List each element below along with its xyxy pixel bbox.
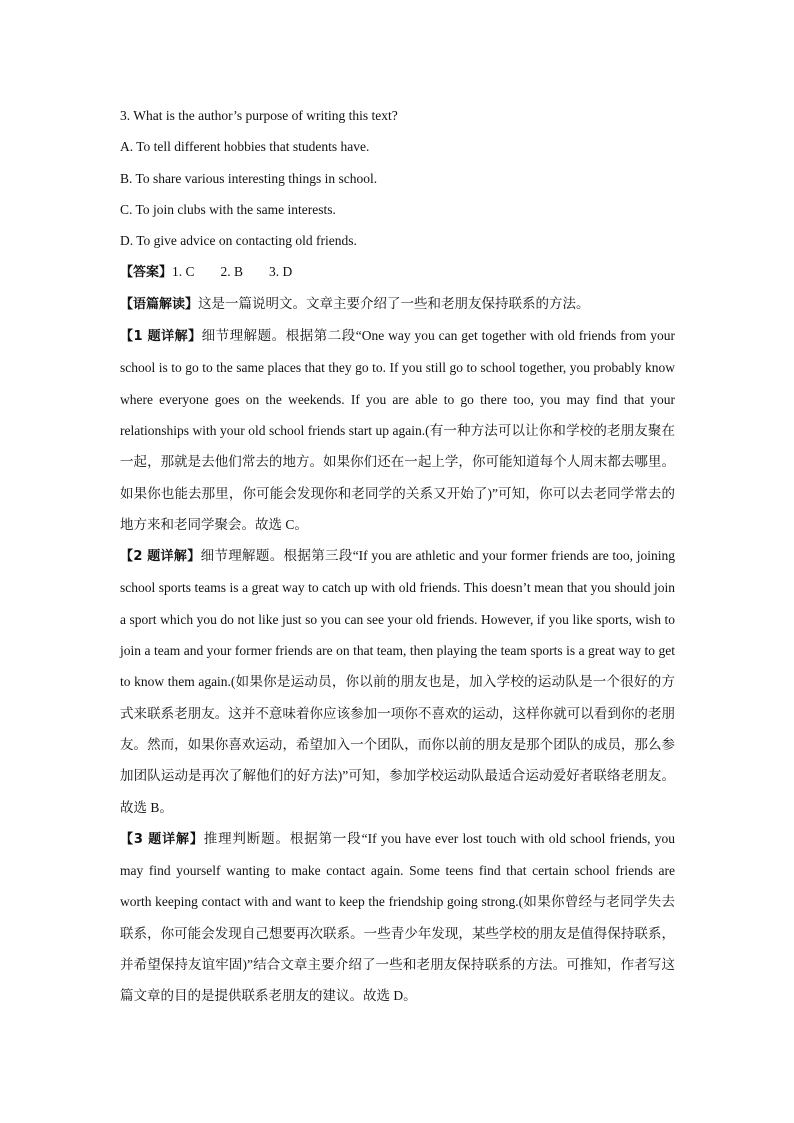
explanation-tag: 【2 题详解】 (120, 549, 201, 565)
explanation-text: 细节理解题。根据第三段“If you are athletic and your former friends are too, joining school sports teams is a great way to catch up with old friends. This doesn’t mean that you should join a sport which you do not like just so you can see your old friends. However, if you like sports, wish to join a team and your former friends are on that team, then playing the team sports is a great way to get to know them again.(如果你是运动员，你以前的朋友也是，加入学校的运动队是一个很好的方式来联系老朋友。这并不意味着你应该参加一项你不喜欢的运动，这样你就可以看到你的老朋友。然而，如果你喜欢运动，希望加入一个团队，而你以前的朋友是那个团队的成员，那么参加团队运动是再次了解他们的好方法)”可知，参加学校运动队最适合运动爱好者联络老朋友。故选 B。 (120, 548, 675, 815)
document-page (120, 100, 675, 1012)
answer-line (120, 256, 675, 288)
explanation-1 (120, 320, 675, 540)
interpretation-text: 这是一篇说明文。文章主要介绍了一些和老朋友保持联系的方法。 (198, 295, 590, 312)
answer-item: 2. B (220, 264, 244, 280)
explanation-tag: 【3 题详解】 (120, 831, 204, 847)
explanation-2 (120, 540, 675, 823)
option-c: C. To join clubs with the same interests. (120, 201, 336, 217)
answer-item: 1. C (172, 264, 195, 280)
option-b: B. To share various interesting things in school. (120, 170, 378, 186)
explanation-text: 细节理解题。根据第二段“One way you can get together with old friends from your school is to go to the same places that they go to. If you still go to school together, you probably know where everyone goes on the weekends. If you are able to go there too, you may find that your relationships with your old school friends start up again.(有一种方法可以让你和学校的老朋友聚在一起，那就是去他们常去的地方。如果你们还在一起上学，你可能知道每个人周末都去哪里。如果你也能去那里，你可能会发现你和老同学的关系又开始了)”可知，你可以去老同学常去的地方来和老同学聚会。故选 C。 (120, 328, 675, 532)
answer-item: 3. D (269, 264, 293, 280)
question-stem: 3. What is the author’s purpose of writing this text? (120, 108, 398, 123)
explanation-tag: 【1 题详解】 (120, 329, 202, 345)
explanation-3 (120, 823, 675, 1012)
answer-tag: 【答案】 (120, 265, 173, 281)
interpretation-tag: 【语篇解读】 (120, 296, 199, 312)
explanation-text: 推理判断题。根据第一段“If you have ever lost touch with old school friends, you may find yourself wanting to make contact again. Some teens find that certain school friends are worth keeping contact with and want to keep the friendship going strong.(如果你曾经与老同学失去联系，你可能会发现自己想要再次联系。一些青少年发现，某些学校的朋友是值得保持联系，并希望保持友谊牢固)”结合文章主要介绍了一些和老朋友保持联系的方法。可推知，作者写这篇文章的目的是提供联系老朋友的建议。故选 D。 (120, 830, 675, 1004)
option-a: A. To tell different hobbies that students have. (120, 139, 370, 155)
option-d: D. To give advice on contacting old friends. (120, 233, 357, 249)
interpretation-line (120, 289, 675, 320)
